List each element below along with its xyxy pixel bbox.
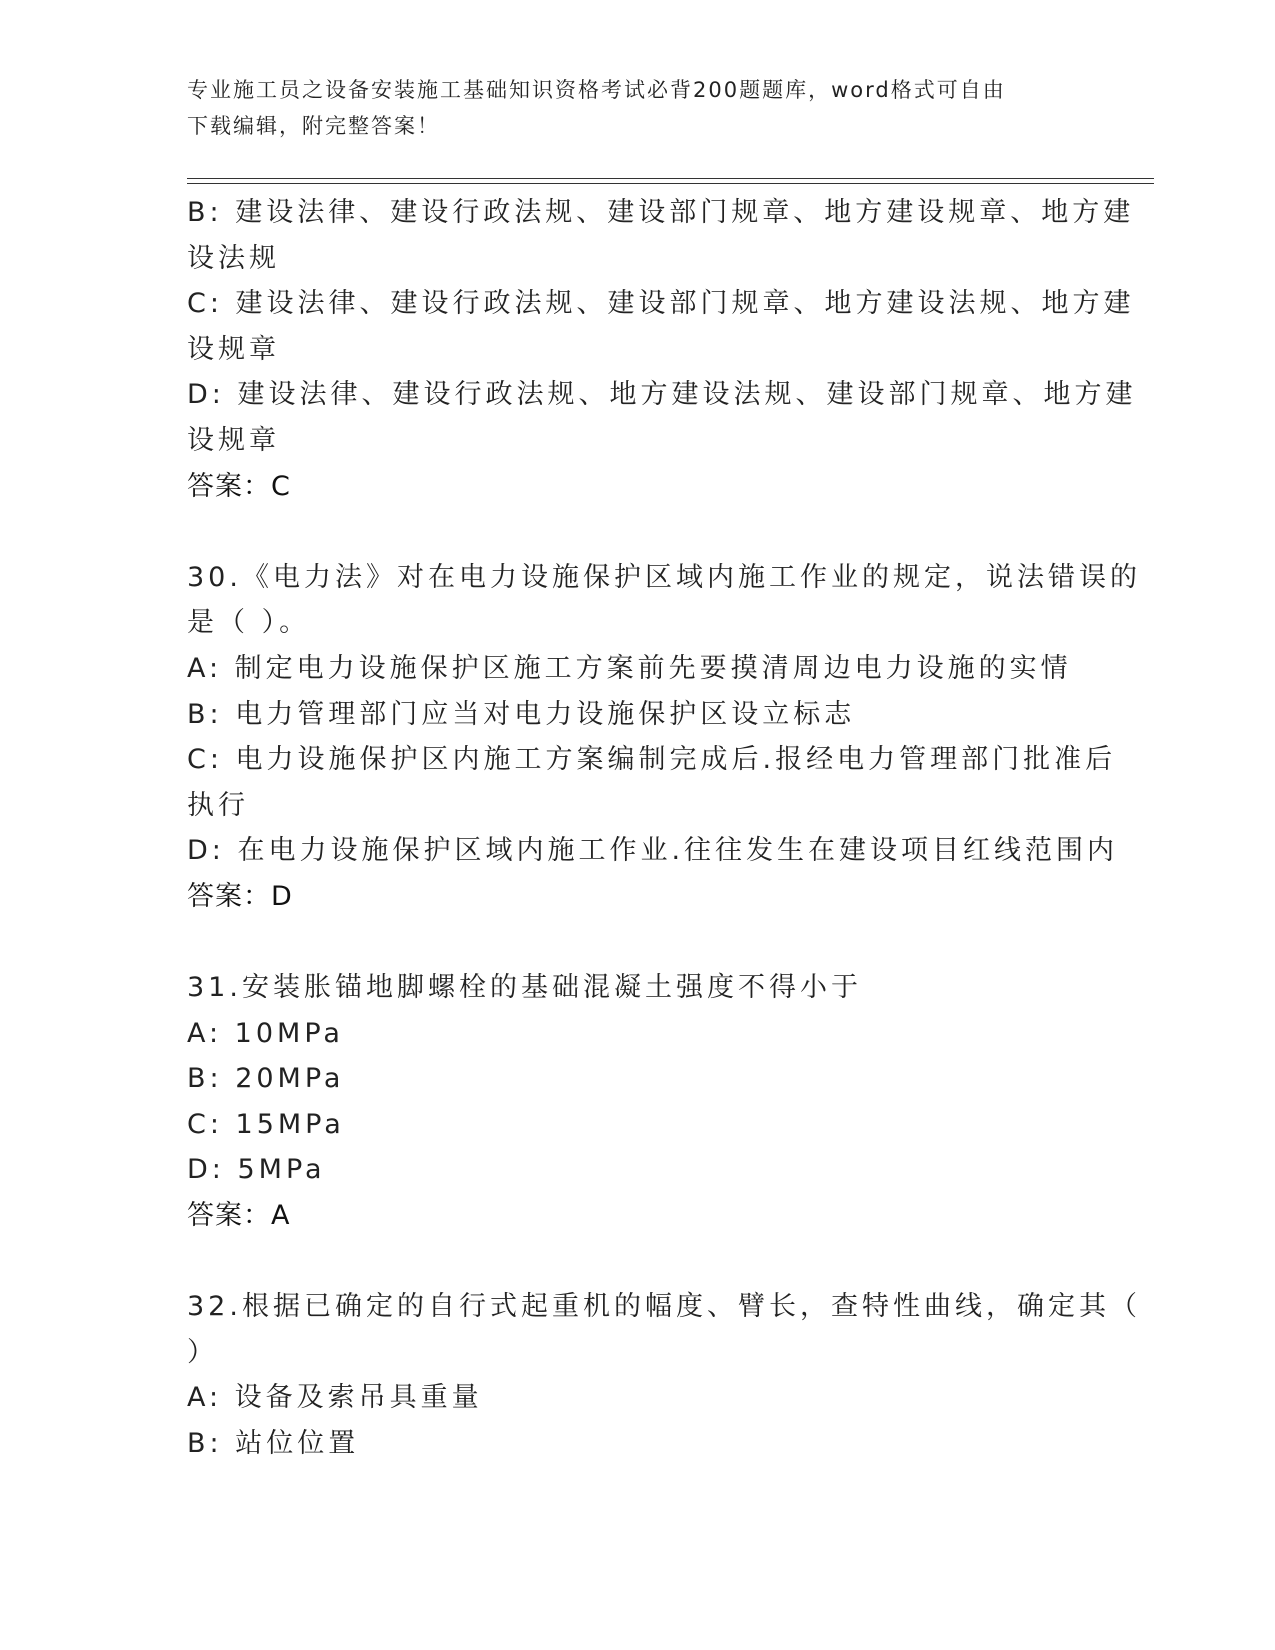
header-divider-bottom bbox=[187, 183, 1154, 184]
q30-option-c-line-1: C: 电力设施保护区内施工方案编制完成后.报经电力管理部门批准后 bbox=[187, 744, 1117, 776]
q31-option-a: A: 10MPa bbox=[187, 1017, 344, 1049]
q31-option-b: B: 20MPa bbox=[187, 1063, 345, 1095]
q31-answer: 答案：A bbox=[187, 1200, 291, 1232]
q29-option-d-line-1: D: 建设法律、建设行政法规、地方建设法规、建设部门规章、地方建 bbox=[187, 379, 1137, 411]
q30-stem-line-2: 是（ ）。 bbox=[187, 607, 311, 639]
q29-option-d-line-2: 设规章 bbox=[187, 424, 280, 456]
spacer bbox=[187, 509, 1077, 555]
q29-option-c-line-2: 设规章 bbox=[187, 333, 280, 365]
q30-answer: 答案：D bbox=[187, 880, 293, 912]
q29-answer: 答案：C bbox=[187, 470, 291, 502]
q32-stem-line-1: 32.根据已确定的自行式起重机的幅度、臂长，查特性曲线，确定其（ bbox=[187, 1291, 1141, 1323]
question-30 bbox=[187, 555, 1141, 920]
q31-option-d: D: 5MPa bbox=[187, 1154, 326, 1186]
q32-stem-line-2: ） bbox=[187, 1336, 218, 1368]
spacer bbox=[187, 1239, 1077, 1285]
q31-stem: 31.安装胀锚地脚螺栓的基础混凝土强度不得小于 bbox=[187, 972, 862, 1004]
q30-option-a: A: 制定电力设施保护区施工方案前先要摸清周边电力设施的实情 bbox=[187, 652, 1072, 684]
q32-option-a: A: 设备及索吊具重量 bbox=[187, 1382, 483, 1414]
header-line-2: 下载编辑，附完整答案！ bbox=[187, 114, 440, 138]
header-line-1: 专业施工员之设备安装施工基础知识资格考试必背200题题库，word格式可自由 bbox=[187, 78, 1006, 102]
page-header bbox=[187, 72, 1067, 144]
header-divider-top bbox=[187, 178, 1154, 179]
q30-option-d: D: 在电力设施保护区域内施工作业.往往发生在建设项目红线范围内 bbox=[187, 835, 1119, 867]
q30-option-c-line-2: 执行 bbox=[187, 789, 249, 821]
q32-option-b: B: 站位位置 bbox=[187, 1428, 360, 1460]
question-29-continued bbox=[187, 190, 1137, 509]
q29-option-b-line-1: B: 建设法律、建设行政法规、建设部门规章、地方建设规章、地方建 bbox=[187, 197, 1135, 228]
q29-option-b-line-2: 设法规 bbox=[187, 242, 280, 274]
question-32 bbox=[187, 1284, 1141, 1466]
question-31 bbox=[187, 965, 1077, 1239]
q30-option-b: B: 电力管理部门应当对电力设施保护区设立标志 bbox=[187, 698, 856, 730]
document-body bbox=[187, 190, 1141, 1467]
q29-option-c-line-1: C: 建设法律、建设行政法规、建设部门规章、地方建设法规、地方建 bbox=[187, 288, 1135, 320]
q31-option-c: C: 15MPa bbox=[187, 1108, 345, 1140]
q30-stem-line-1: 30.《电力法》对在电力设施保护区域内施工作业的规定，说法错误的 bbox=[187, 561, 1141, 593]
spacer bbox=[187, 920, 1077, 966]
